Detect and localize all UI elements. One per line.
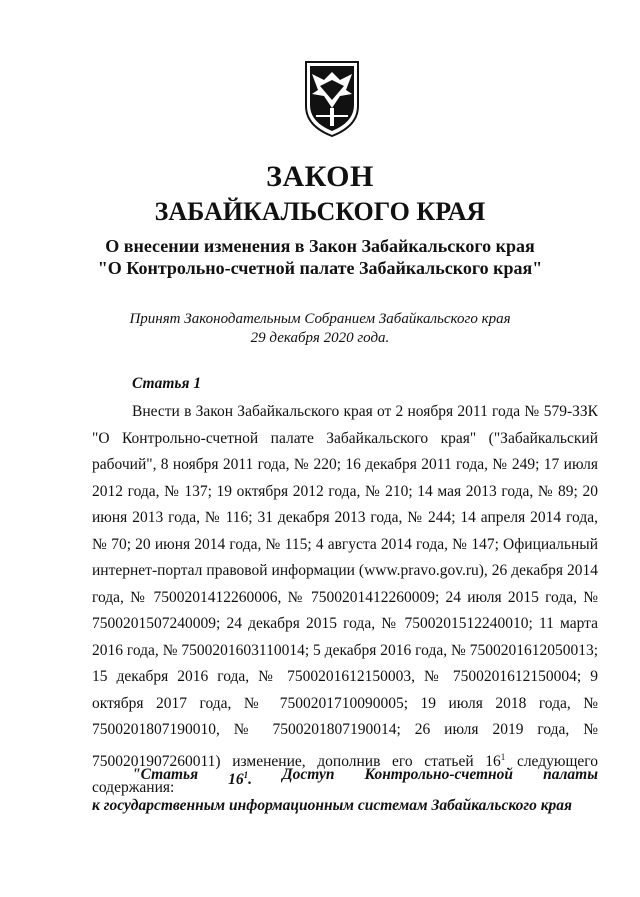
document-region: ЗАБАЙКАЛЬСКОГО КРАЯ: [154, 197, 486, 226]
article1-text-before: Внести в Закон Забайкальского края от 2 ноября 2011 года № 579-ЗЗК "О Контрольно-счетной палате Забайкальского края" ("Забайкальский рабочий", 8 ноября 2011 года, № 220; 16 декабря 2011 года, № 249; 17 июля 2012 года, № 137; 19 октября 2012 года, № 210; 14 мая 2013 года, № 89; 20 июня 2013 года, № 116; 31 декабря 2013 года, № 244; 14 апреля 2014 года, № 70; 20 июня 2014 года, № 115; 4 августа 2014 года, № 147; Официальный интернет-портал правовой информации (www.pravo.gov.ru), 26 декабря 2014 года, № 7500201412260006, № 7500201412260009; 24 июля 2015 года, № 7500201507240009; 24 декабря 2015 года, № 7500201512240010; 11 марта 2016 года, № 7500201603110014; 5 декабря 2016 года, № 7500201612050013; 15 декабря 2016 года, № 7500201612150003, № 7500201612150004; 9 октября 2017 года, № 7500201710090005; 19 июля 2018 года, № 7500201807190010, № 7500201807190014; 26 июля 2019 года, № 7500201907260011) изменение, дополнив его статьей 16: [92, 403, 598, 770]
article16-heading-row1: [92, 762, 598, 793]
article16-number: [228, 762, 252, 793]
article16-number-sup: 1: [243, 770, 249, 780]
adoption-note-line1: Принят Законодательным Собранием Забайкальского края: [129, 311, 511, 327]
article16-number-dot: .: [248, 771, 253, 788]
document-title: ЗАКОН: [266, 160, 374, 193]
document-subtitle-line1: О внесении изменения в Закон Забайкальского края: [105, 236, 535, 256]
article16-word-dostup: Доступ: [282, 766, 335, 783]
article16-heading-row2: к государственным информационным системам Забайкальского края: [92, 797, 573, 814]
article16-word-palaty: палаты: [543, 766, 598, 783]
article1-text-after: следующего содержания:: [92, 752, 598, 796]
article1-heading: Статья 1: [132, 375, 202, 392]
coat-of-arms-icon: [302, 56, 362, 138]
document-subtitle-line2: "О Контрольно-счетной палате Забайкальского края": [97, 258, 543, 278]
adoption-note-line2: 29 декабря 2020 года.: [250, 330, 390, 346]
article16-word-kontrol: Контрольно-счетной: [364, 766, 514, 783]
article1-paragraph: [92, 399, 598, 802]
article1-superscript: 1: [500, 751, 506, 762]
article1-body: [92, 399, 598, 802]
article16-heading: [92, 762, 598, 819]
article16-number-main: 16: [228, 771, 244, 788]
article16-word-statya: "Статья: [132, 766, 199, 783]
